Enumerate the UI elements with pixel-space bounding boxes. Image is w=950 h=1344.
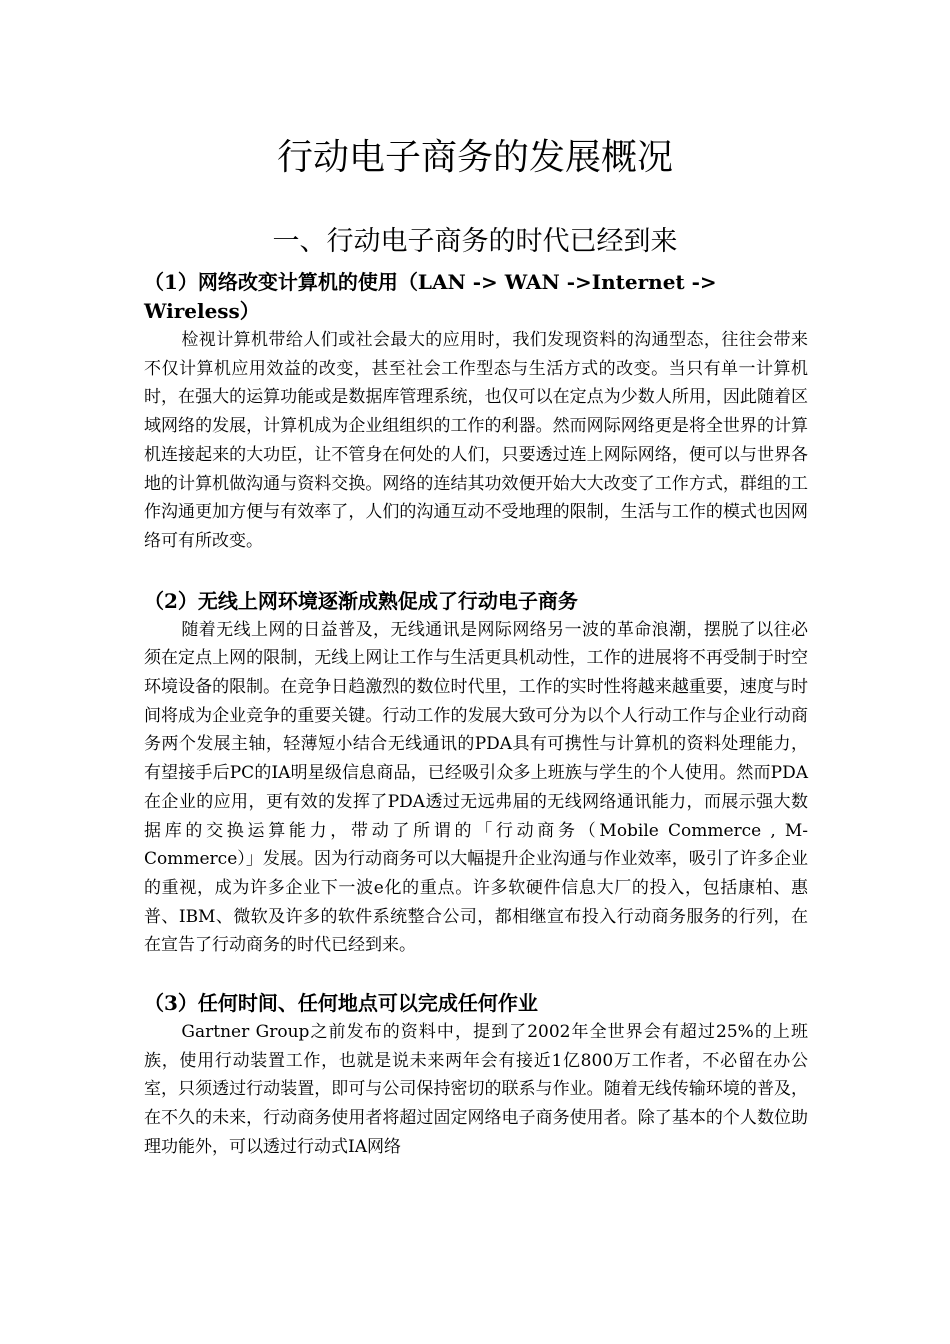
subsection-2-heading: （2）无线上网环境逐渐成熟促成了行动电子商务 [144, 588, 578, 613]
subsection-2-paragraph: 随着无线上网的日益普及，无线通讯是网际网络另一波的革命浪潮，摆脱了以往必须在定点上网的限制，无线上网让工作与生活更具机动性，工作的进展将不再受制于时空环境设备的限制。在竞争日趋激烈的数位时代里，工作的实时性将越来越重要，速度与时间将成为企业竞争的重要关键。行动工作的发展大致可分为以个人行动工作与企业行动商务两个发展主轴，轻薄短小结合无线通讯的PDA具有可携性与计算机的资料处理能力，有望接手后PC的IA明星级信息商品，已经吸引众多上班族与学生的个人使用。然而PDA在企业的应用，更有效的发挥了PDA透过无远弗届的无线网络通讯能力，而展示强大数据库的交换运算能力，带动了所谓的「行动商务（Mobile Commerce , M-Commerce）」发展。因为行动商务可以大幅提升企业沟通与作业效率，吸引了许多企业的重视，成为许多企业下一波e化的重点。许多软硬件信息大厂的投入，包括康柏、惠普、IBM、微软及许多的软件系统整合公司，都相继宣布投入行动商务服务的行列，在在宣告了行动商务的时代已经到来。 [144, 619, 808, 956]
subsection-3-heading: （3）任何时间、任何地点可以完成任何作业 [144, 991, 538, 1016]
paragraph-spacer [144, 960, 808, 989]
paragraph-spacer [144, 556, 808, 587]
section-heading: 一、行动电子商务的时代已经到来 [272, 226, 678, 257]
document-title: 行动电子商务的发展概况 [276, 137, 673, 178]
document-body [144, 268, 808, 1162]
subsection-3-paragraph: Gartner Group之前发布的资料中，提到了2002年全世界会有超过25%的上班族，使用行动装置工作，也就是说未来两年会有接近1亿800万工作者，不必留在办公室，只须透过行动装置，即可与公司保持密切的联系与作业。随着无线传输环境的普及，在不久的未来，行动商务使用者将超过固定网络电子商务使用者。除了基本的个人数位助理功能外，可以透过行动式IA网络 [144, 1022, 808, 1157]
subsection-1-paragraph: 检视计算机带给人们或社会最大的应用时，我们发现资料的沟通型态，往往会带来不仅计算机应用效益的改变，甚至社会工作型态与生活方式的改变。当只有单一计算机时，在强大的运算功能或是数据库管理系统，也仅可以在定点为少数人所用，因此随着区域网络的发展，计算机成为企业组组织的工作的利器。然而网际网络更是将全世界的计算机连接起来的大功臣，让不管身在何处的人们，只要透过连上网际网络，便可以与世界各地的计算机做沟通与资料交换。网络的连结其功效便开始大大改变了工作方式，群组的工作沟通更加方便与有效率了，人们的沟通互动不受地理的限制，生活与工作的模式也因网络可有所改变。 [144, 330, 808, 551]
subsection-1-heading: （1）网络改变计算机的使用（LAN -> WAN ->Internet -> Wireless） [144, 270, 717, 323]
